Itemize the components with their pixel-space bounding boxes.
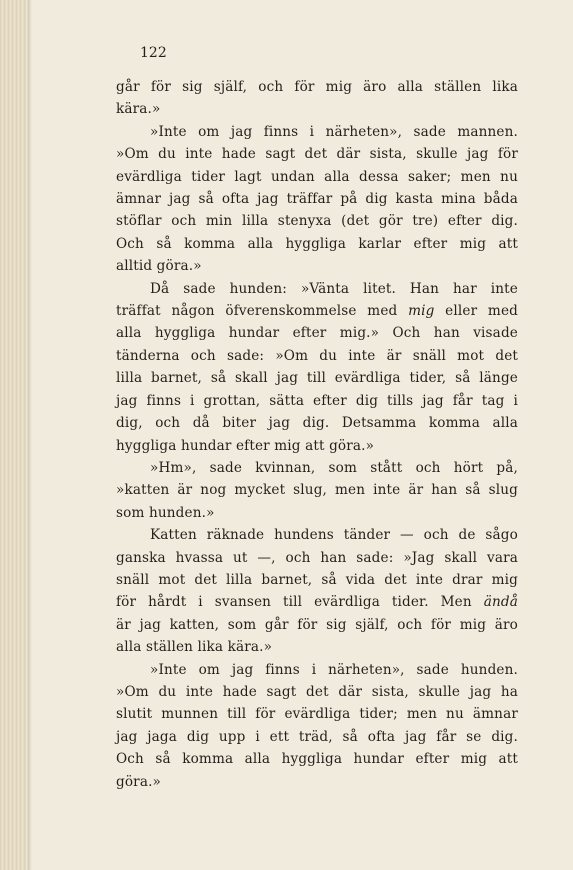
text-line: Då sade hunden: »Vänta litet. Han har inte	[150, 280, 518, 297]
text-line: stöflar och min lilla stenyxa (det gör tre) efter dig.	[116, 213, 518, 230]
text-line: ganska hvassa ut —, och han sade: »Jag skall vara	[116, 549, 518, 566]
text-line: »Inte om jag finns i närheten», sade mannen.	[150, 123, 518, 140]
text-line: dig, och då biter jag dig. Detsamma komma alla	[116, 415, 518, 432]
text-line: kära.»	[116, 101, 161, 118]
text-line: hyggliga hundar efter mig att göra.»	[116, 437, 375, 454]
text-line: Och så komma alla hyggliga karlar efter mig att	[116, 235, 518, 252]
text-line: tänderna och sade: »Om du inte är snäll mot det	[116, 347, 518, 364]
text-line: ämnar jag så ofta jag träffar på dig kasta mina båda	[116, 191, 518, 208]
text-line: Katten räknade hundens tänder — och de sågo	[150, 527, 518, 544]
text-line: »katten är nog mycket slug, men inte är han så slug	[116, 482, 518, 499]
text-line: »Om du inte hade sagt det där sista, skulle jag ha	[116, 683, 518, 700]
text-line: »Inte om jag finns i närheten», sade hunden.	[150, 661, 518, 678]
text-line: »Om du inte hade sagt det där sista, skulle jag för	[116, 146, 518, 163]
emphasized-word: mig	[408, 303, 435, 320]
text-line: slutit munnen till för evärdliga tider; men nu ämnar	[116, 706, 518, 723]
text-line: snäll mot det lilla barnet, så vida det inte drar mig	[116, 571, 518, 588]
text-line: göra.»	[116, 773, 162, 790]
text-line: alla ställen lika kära.»	[116, 639, 273, 656]
body-text	[116, 76, 518, 793]
text-line: som hunden.»	[116, 504, 215, 521]
text-line: lilla barnet, så skall jag till evärdliga tider, så länge	[116, 370, 518, 387]
text-line: Och så komma alla hyggliga hundar efter mig att	[116, 751, 518, 768]
text-line: alltid göra.»	[116, 258, 202, 275]
text-line: för hårdt i svansen till evärdliga tider. Men ändå	[116, 594, 518, 611]
text-line: jag jaga dig upp i ett träd, så ofta jag får se dig.	[116, 728, 518, 745]
text-line: träffat någon öfverenskommelse med mig eller med	[116, 303, 518, 320]
page-number: 122	[140, 45, 167, 61]
text-line: alla hyggliga hundar efter mig.» Och han visade	[116, 325, 518, 342]
text-line: evärdliga tider lagt undan alla dessa saker; men nu	[116, 168, 518, 185]
text-line: går för sig själf, och för mig äro alla ställen lika	[116, 79, 518, 95]
text-line: är jag katten, som går för sig själf, och för mig äro	[116, 616, 518, 633]
emphasized-word: ändå	[483, 594, 518, 611]
page-edges	[0, 0, 28, 870]
text-line: jag finns i grottan, sätta efter dig tills jag får tag i	[116, 392, 518, 409]
text-line: »Hm», sade kvinnan, som stått och hört på,	[150, 459, 518, 476]
